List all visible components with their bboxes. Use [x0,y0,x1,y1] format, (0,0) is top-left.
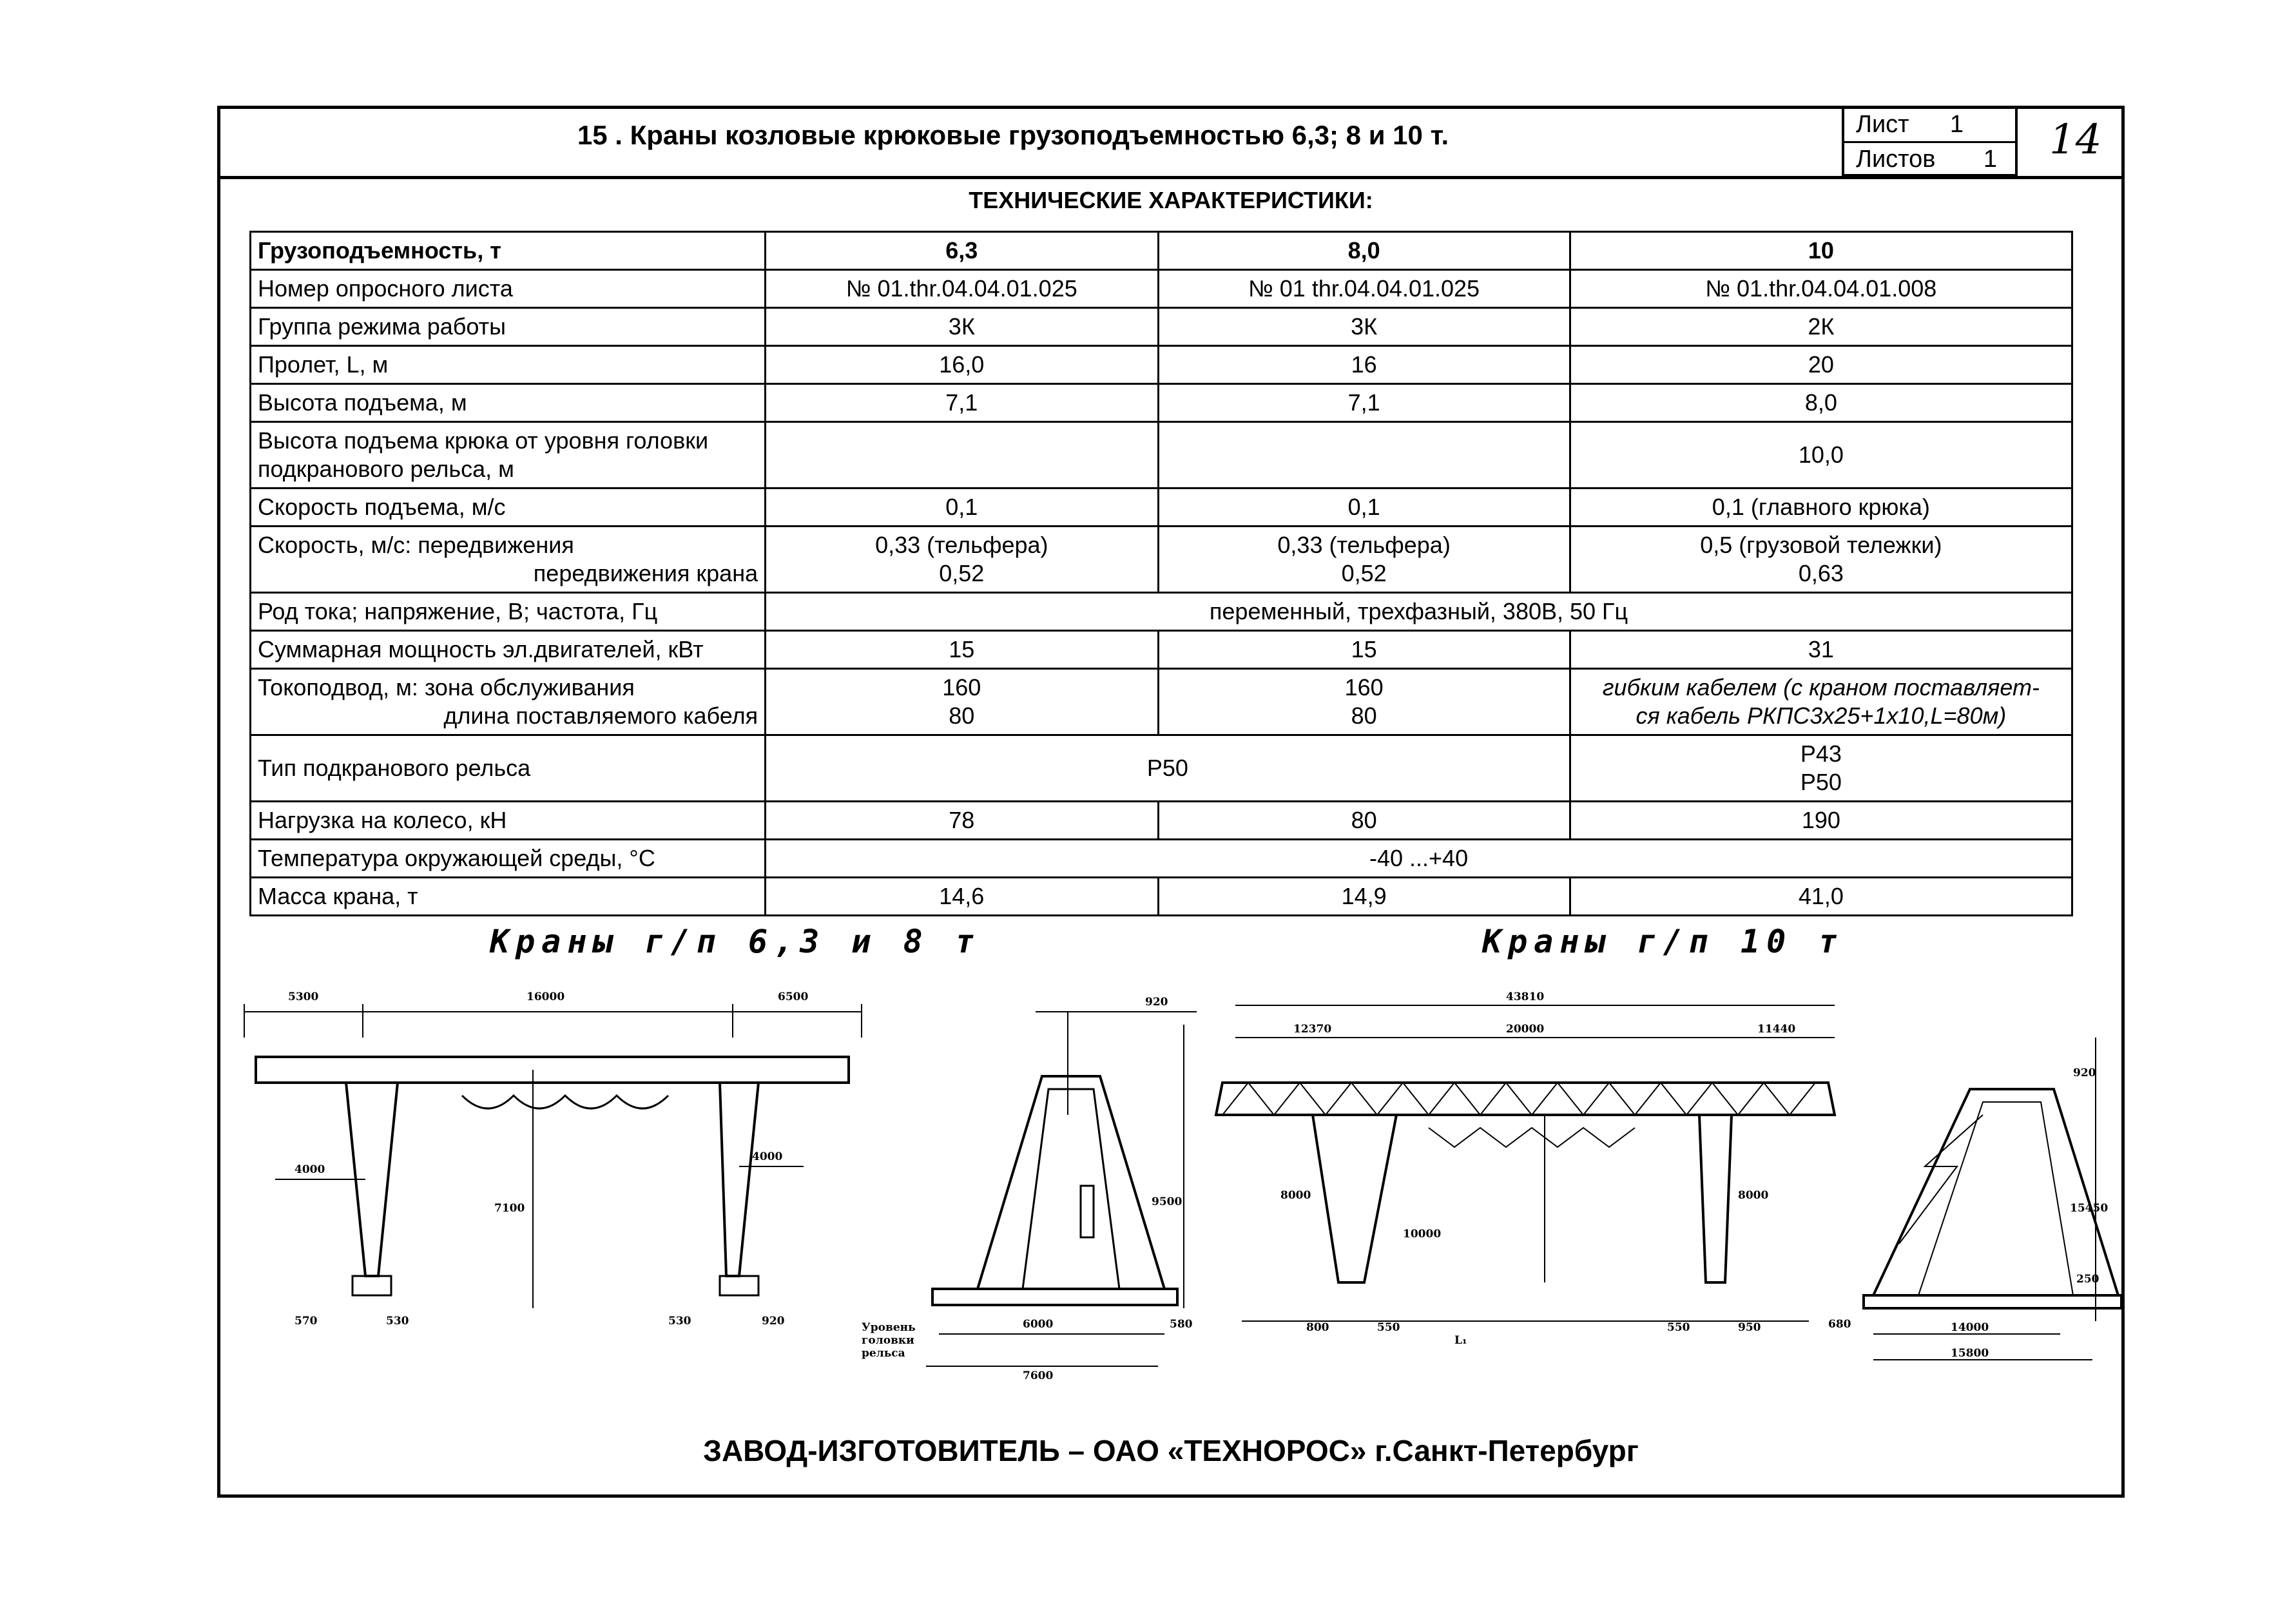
crane-10t-end-view [1864,1038,2121,1360]
table-cell: Высота подъема крюка от уровня головки подкранового рельса, м [251,422,766,488]
dim-label: 10000 [1403,1228,1442,1241]
dim-label: 14000 [1951,1321,1989,1334]
table-cell: 16,0 [766,346,1158,384]
table-cell: 0,1 [1158,488,1570,527]
dim-label: 5300 [288,991,319,1003]
table-cell: 10,0 [1570,422,2072,488]
crane-8t-end-dim-labels [862,996,1193,1382]
cell-line: 0,52 [1341,560,1387,586]
dim-label: 15800 [1951,1347,1989,1360]
table-row [251,631,2072,669]
dim-label: L₁ [1454,1334,1467,1347]
sheet-label: Лист [1856,111,1909,138]
table-cell: 80 [1158,802,1570,840]
dim-label: 6000 [1023,1318,1054,1331]
table-cell [1570,527,2072,593]
table-cell: переменный, трехфазный, 380В, 50 Гц [766,593,2072,631]
cell-line: Р50 [1800,769,1842,795]
header-divider [217,176,2125,179]
dim-label: 16000 [526,991,565,1003]
crane-8t-end-view [926,1012,1197,1366]
table-cell: 0,1 [766,488,1158,527]
table-cell [1158,669,1570,735]
dim-label: 950 [1738,1321,1761,1334]
table-cell: 15 [766,631,1158,669]
dim-label: 43810 [1506,991,1545,1003]
table-cell: 15 [1158,631,1570,669]
table-cell: Группа режима работы [251,308,766,346]
table-cell: Род тока; напряжение, В; частота, Гц [251,593,766,631]
dim-label: 20000 [1506,1023,1545,1036]
table-cell [251,527,766,593]
dim-label: 580 [1170,1318,1193,1331]
dim-label: 680 [1828,1318,1851,1331]
page-number: 14 [2049,116,2102,164]
cell-line: 0,33 (тельфера) [875,532,1048,558]
dim-label: 4000 [752,1150,783,1163]
sheets-label: Листов [1856,146,1936,173]
caption-left: Краны г/п 6,3 и 8 т [490,923,981,960]
table-cell: Суммарная мощность эл.двигателей, кВт [251,631,766,669]
dim-label: 550 [1667,1321,1690,1334]
table-cell: Пролет, L, м [251,346,766,384]
table-row [251,735,2072,802]
table-cell: -40 ...+40 [766,840,2072,878]
table-cell: Масса крана, т [251,878,766,916]
table-row [251,270,2072,308]
dim-label: 570 [294,1315,318,1328]
table-cell: № 01 thr.04.04.01.025 [1158,270,1570,308]
rail-level-label: рельса [862,1347,905,1360]
spec-table [249,231,2073,916]
table-cell: 7,1 [1158,384,1570,422]
rail-level-label: Уровень [862,1321,916,1334]
table-cell: 10 [1570,232,2072,270]
table-cell: 3К [1158,308,1570,346]
table-cell [251,669,766,735]
dim-label: 12370 [1293,1023,1332,1036]
cell-line: 0,5 (грузовой тележки) [1700,532,1942,558]
cell-line: гибким кабелем (с краном поставляет- [1602,674,2040,701]
sheet-info-box [1842,106,2018,177]
table-cell: 8,0 [1570,384,2072,422]
table-cell: 14,9 [1158,878,1570,916]
table-cell [766,527,1158,593]
sheet-value: 1 [1949,111,1964,138]
dim-label: 8000 [1738,1189,1769,1202]
table-cell: Температура окружающей среды, °С [251,840,766,878]
dim-label: 6500 [778,991,809,1003]
caption-right: Краны г/п 10 т [1482,923,1844,960]
dim-label: 9500 [1152,1195,1182,1208]
dim-label: 11440 [1757,1023,1796,1036]
table-row [251,308,2072,346]
table-cell: Скорость подъема, м/с [251,488,766,527]
cell-line: ся кабель РКПС3х25+1х10,L=80м) [1636,702,2007,729]
table-cell: Р50 [766,735,1570,802]
dim-label: 530 [668,1315,691,1328]
table-cell [1158,527,1570,593]
crane-10t-side-view [1216,1005,1835,1321]
table-cell [766,669,1158,735]
table-cell [1570,735,2072,802]
table-cell: Высота подъема, м [251,384,766,422]
table-cell: 14,6 [766,878,1158,916]
table-cell: № 01.thr.04.04.01.008 [1570,270,2072,308]
dim-label: 7100 [494,1202,525,1215]
param-sublabel: длина поставляемого кабеля [443,702,758,729]
cell-line: 0,33 (тельфера) [1277,532,1451,558]
table-cell: № 01.thr.04.04.01.025 [766,270,1158,308]
table-cell: Нагрузка на колесо, кН [251,802,766,840]
cell-line: 160 [942,674,981,701]
dim-label: 920 [2073,1067,2096,1079]
table-cell [766,422,1158,488]
dim-label: 7600 [1023,1369,1054,1382]
sheets-value: 1 [1983,146,1997,173]
cell-line: Р43 [1800,740,1842,767]
table-cell: Номер опросного листа [251,270,766,308]
cell-line: 0,52 [939,560,985,586]
table-cell: 20 [1570,346,2072,384]
table-cell: 8,0 [1158,232,1570,270]
param-label: Токоподвод, м: зона обслуживания [258,674,635,701]
param-label: Скорость, м/с: передвижения [258,532,574,558]
dim-label: 4000 [294,1163,325,1176]
cell-line: 80 [1351,702,1377,729]
table-row [251,802,2072,840]
table-cell: 16 [1158,346,1570,384]
table-cell: 7,1 [766,384,1158,422]
table-row [251,488,2072,527]
crane-10t-dim-labels [1280,991,1795,1347]
crane-10t-end-dim-labels [1828,1067,2108,1360]
table-cell: 190 [1570,802,2072,840]
table-row [251,669,2072,735]
table-cell: Тип подкранового рельса [251,735,766,802]
param-sublabel: передвижения крана [533,560,758,586]
dim-label: 920 [1145,996,1168,1009]
table-cell [1158,422,1570,488]
document-title: 15 . Краны козловые крюковые грузоподъемностью 6,3; 8 и 10 т. [577,120,1449,150]
cell-line: 80 [949,702,975,729]
dim-label: 8000 [1280,1189,1311,1202]
dim-label: 920 [762,1315,785,1328]
table-cell: Грузоподъемность, т [251,232,766,270]
table-row [251,840,2072,878]
manufacturer-footer: ЗАВОД-ИЗГОТОВИТЕЛЬ – ОАО «ТЕХНОРОС» г.Санкт-Петербург [703,1434,1639,1467]
dim-label: 550 [1377,1321,1400,1334]
dim-label: 250 [2076,1273,2099,1286]
table-row [251,527,2072,593]
table-row [251,232,2072,270]
rail-level-label: головки [862,1334,914,1347]
dim-label: 800 [1306,1321,1329,1334]
dim-label: 530 [386,1315,409,1328]
section-subtitle: ТЕХНИЧЕСКИЕ ХАРАКТЕРИСТИКИ: [969,187,1373,213]
table-row [251,878,2072,916]
table-cell [1570,669,2072,735]
table-cell: 6,3 [766,232,1158,270]
table-cell: 0,1 (главного крюка) [1570,488,2072,527]
table-cell: 3К [766,308,1158,346]
cell-line: 0,63 [1798,560,1844,586]
table-cell: 78 [766,802,1158,840]
table-row [251,346,2072,384]
table-row [251,384,2072,422]
table-cell: 31 [1570,631,2072,669]
table-cell: 41,0 [1570,878,2072,916]
table-row [251,422,2072,488]
table-cell: 2К [1570,308,2072,346]
table-row [251,593,2072,631]
crane-drawings [217,986,2125,1398]
cell-line: 160 [1344,674,1384,701]
dim-label: 15450 [2070,1202,2109,1215]
